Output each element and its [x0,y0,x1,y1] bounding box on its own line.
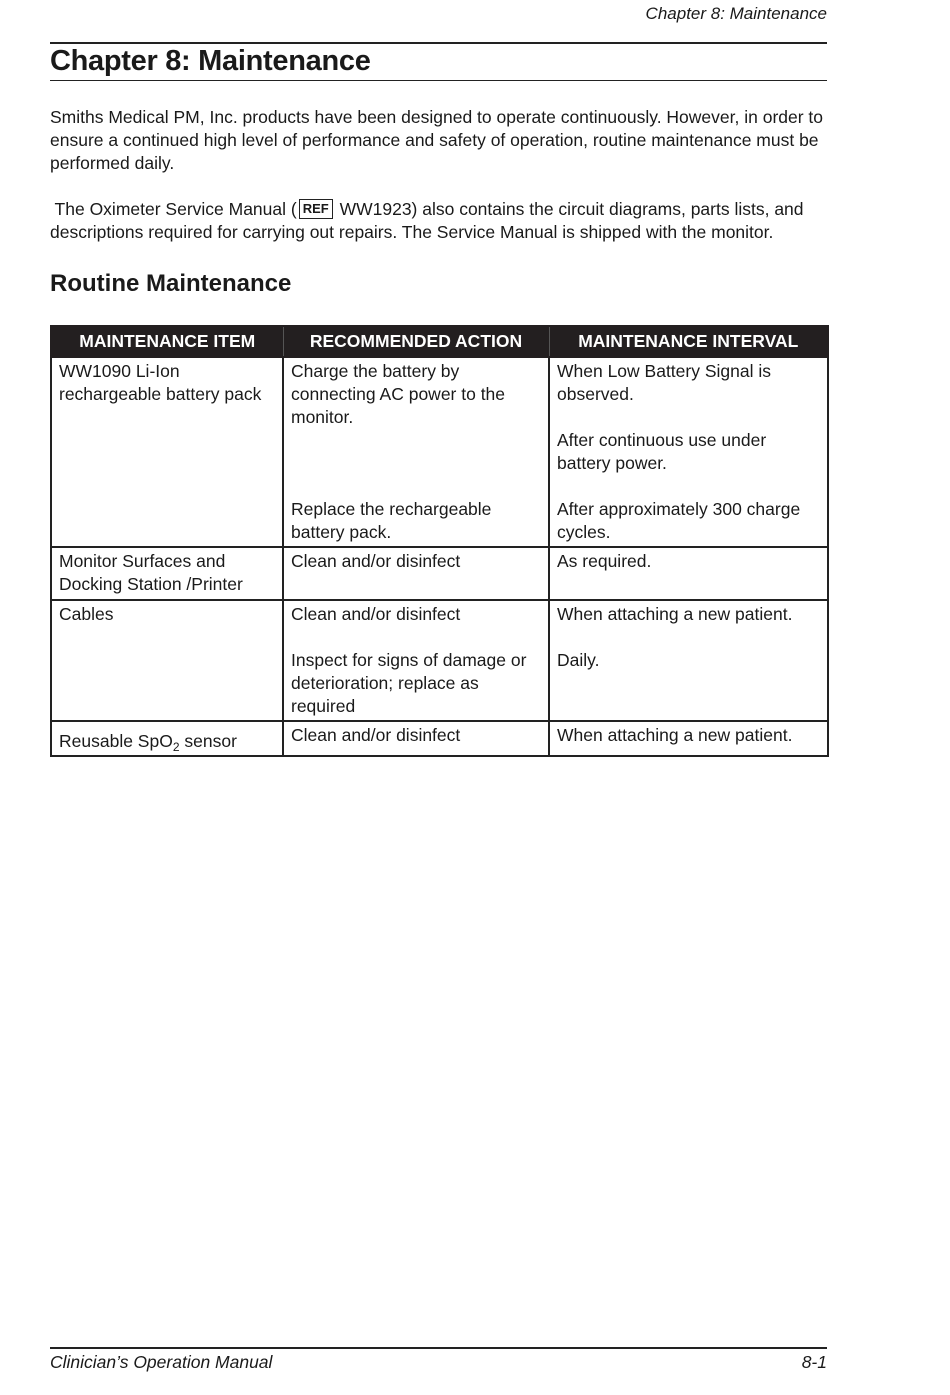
interval-text: After approximately 300 charge cycles. [557,499,801,542]
item-text-subscript: 2 [172,740,180,754]
maintenance-table [50,325,829,757]
footer-page-number: 8-1 [801,1352,827,1372]
item-text-suffix: sensor [179,731,237,751]
cell-item [51,547,283,600]
cell-action [283,547,549,600]
action-text: Inspect for signs of damage or deterioration; replace as required [291,650,527,716]
action-text: Replace the rechargeable battery pack. [291,499,492,542]
section-title: Routine Maintenance [50,270,292,297]
title-rule-bottom [50,80,827,81]
table-row [51,721,828,756]
item-text-prefix: Reusable SpO [59,731,173,751]
table-row [51,600,828,721]
action-text: Clean and/or disinfect [291,604,461,624]
item-text: Cables [59,604,114,624]
cell-action [283,600,549,721]
running-header: Chapter 8: Maintenance [645,4,827,23]
cell-action [283,721,549,756]
cell-interval [549,600,828,721]
item-text: WW1090 Li-Ion rechargeable battery pack [59,361,262,404]
interval-text: After continuous use under battery power. [557,430,767,473]
column-header-action: RECOMMENDED ACTION [283,326,549,357]
intro-paragraph-2 [50,198,827,244]
intro-paragraph-2-after: WW1923) also contains the circuit diagrams, parts lists, and descriptions required for carrying out repairs. The Service Manual is shipped with the monitor. [50,199,804,242]
action-text: Charge the battery by connecting AC power to the monitor. [291,361,506,427]
column-header-interval: MAINTENANCE INTERVAL [549,326,828,357]
intro-paragraph-1: Smiths Medical PM, Inc. products have been designed to operate continuously. However, in order to ensure a continued high level of performance and safety of operation, routine maintenance must be performed daily. [50,107,824,173]
cell-action [283,357,549,547]
ref-symbol-icon: REF [299,199,333,219]
interval-text: Daily. [557,650,600,670]
cell-interval [549,721,828,756]
item-text [59,730,275,753]
interval-text: When Low Battery Signal is observed. [557,361,771,404]
cell-item [51,721,283,756]
footer-rule [50,1347,827,1349]
interval-text: When attaching a new patient. [557,725,793,745]
action-text: Clean and/or disinfect [291,725,461,745]
interval-text: When attaching a new patient. [557,604,793,624]
column-header-item: MAINTENANCE ITEM [51,326,283,357]
cell-item [51,600,283,721]
table-row [51,357,828,547]
chapter-title: Chapter 8: Maintenance [50,45,371,77]
action-text: Clean and/or disinfect [291,551,461,571]
cell-interval [549,547,828,600]
cell-item [51,357,283,547]
intro-paragraph-2-before: The Oximeter Service Manual ( [50,199,297,219]
table-header-row [51,326,828,357]
interval-text: As required. [557,551,652,571]
document-page [50,0,827,1395]
cell-interval [549,357,828,547]
footer-manual-name: Clinician’s Operation Manual [50,1352,273,1372]
item-text: Monitor Surfaces and Docking Station /Printer [59,551,243,594]
table-row [51,547,828,600]
